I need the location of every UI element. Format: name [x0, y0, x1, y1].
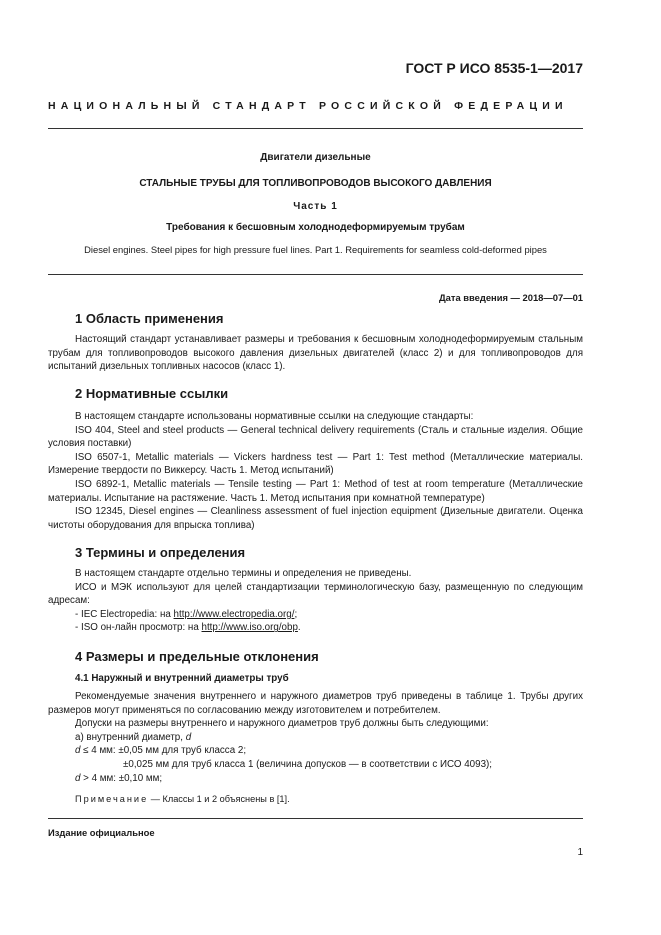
- note-label: Примечание: [75, 794, 149, 805]
- iso-obp-link[interactable]: http://www.iso.org/obp: [201, 622, 298, 634]
- introduction-date: Дата введения — 2018—07—01: [438, 292, 583, 303]
- section-2-intro: В настоящем стандарте использованы нормативные ссылки на следующие стандарты:: [75, 411, 474, 422]
- iec-electropedia-link[interactable]: http://www.electropedia.org/: [173, 608, 295, 620]
- title-line-1: Двигатели дизельные: [260, 152, 371, 163]
- tolerance-line-2: ±0,025 мм для труб класса 1 (величина допусков — в соответствии с ИСО 4093);: [123, 758, 493, 770]
- iso-obp-line: - ISO он-лайн просмотр: на http://www.iso.org/obp.: [75, 622, 301, 634]
- section-3-body: [48, 567, 583, 635]
- title-subtitle: Требования к бесшовным холоднодеформируемым трубам: [166, 222, 465, 233]
- section-1-paragraph: Настоящий стандарт устанавливает размеры и требования к бесшовным холоднодеформируемым стальным трубам для топливопроводов высокого давления дизельных двигателей (класс 2) и для топливопроводов для испытаний дизельных топливных насосов (класс 1).: [48, 334, 583, 373]
- title-divider: [48, 274, 583, 275]
- title-part: Часть 1: [293, 201, 338, 212]
- normative-ref-item: ISO 12345, Diesel engines — Cleanliness assessment of fuel injection equipment (Дизельные двигатели. Оценка чистоты оборудования для впрыска топлива): [48, 506, 583, 531]
- national-standard-banner: НАЦИОНАЛЬНЫЙ СТАНДАРТ РОССИЙСКОЙ ФЕДЕРАЦИИ: [48, 100, 568, 112]
- section-4-body: [48, 690, 583, 807]
- tolerance-line-3: d > 4 мм: ±0,10 мм;: [75, 772, 163, 784]
- document-code: ГОСТ Р ИСО 8535-1—2017: [405, 60, 583, 76]
- footer-divider: [48, 818, 583, 819]
- section-3-paragraph-1: В настоящем стандарте отдельно термины и определения не приведены.: [75, 568, 412, 579]
- note-text: — Классы 1 и 2 объяснены в [1].: [148, 794, 290, 805]
- tolerance-line-1: d ≤ 4 мм: ±0,05 мм для труб класса 2;: [75, 745, 247, 757]
- section-4-paragraph-1: Рекомендуемые значения внутреннего и наружного диаметров труб приведены в таблице 1. Трубы других размеров могут применяться по согласованию между изготовителем и потребителем.: [48, 691, 583, 716]
- normative-ref-item: ISO 404, Steel and steel products — General technical delivery requirements (Сталь и стальные изделия. Общие условия поставки): [48, 424, 583, 450]
- section-3-paragraph-2: ИСО и МЭК используют для целей стандартизации терминологическую базу, размещенную по следующим адресам:: [48, 581, 583, 607]
- iec-electropedia-line: - IEC Electropedia: на http://www.electropedia.org/;: [75, 608, 298, 620]
- title-line-2: СТАЛЬНЫЕ ТРУБЫ ДЛЯ ТОПЛИВОПРОВОДОВ ВЫСОКОГО ДАВЛЕНИЯ: [139, 178, 492, 189]
- subsection-4-1-heading: 4.1 Наружный и внутренний диаметры труб: [75, 673, 289, 684]
- section-3-heading: 3 Термины и определения: [75, 545, 246, 560]
- section-1-heading: 1 Область применения: [75, 311, 224, 326]
- note: [48, 793, 583, 807]
- section-4-paragraph-2: Допуски на размеры внутреннего и наружного диаметров труб должны быть следующими:: [75, 718, 489, 730]
- title-english: Diesel engines. Steel pipes for high pressure fuel lines. Part 1. Requirements for seamless cold-deformed pipes: [84, 244, 547, 255]
- official-edition-label: Издание официальное: [48, 827, 155, 838]
- section-4-heading: 4 Размеры и предельные отклонения: [75, 649, 319, 664]
- page-number: 1: [577, 847, 583, 858]
- header-divider: [48, 128, 583, 129]
- tolerance-item-a: а) внутренний диаметр, d: [75, 731, 192, 743]
- section-2-body: [48, 410, 583, 532]
- section-2-heading: 2 Нормативные ссылки: [75, 386, 229, 401]
- normative-ref-item: ISO 6507-1, Metallic materials — Vickers hardness test — Part 1: Test method (Металлические материалы. Измерение твердости по Виккерсу. Часть 1. Метод испытаний): [48, 451, 583, 477]
- normative-ref-item: ISO 6892-1, Metallic materials — Tensile testing — Part 1: Method of test at room temperature (Металлические материалы. Испытание на растяжение. Часть 1. Метод испытания при комнатной температуре): [48, 478, 583, 504]
- section-1-body: [48, 333, 583, 374]
